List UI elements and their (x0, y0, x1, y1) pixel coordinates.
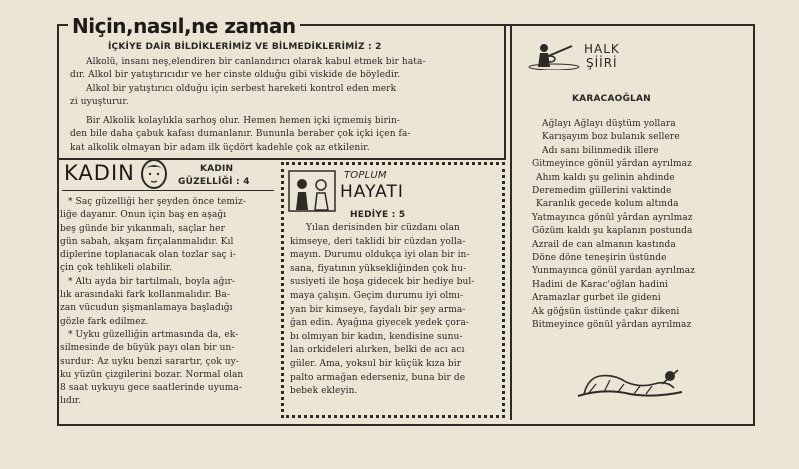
kadin-article-text (60, 196, 272, 409)
toplum-heading: HEDİYE : 5 (350, 210, 406, 220)
text-line: 8 saat uykuyu gece saatlerinde uyuma- (60, 383, 243, 394)
text-line: zi uyuşturur. (70, 96, 129, 107)
text-line: güler. Ama, yoksul bir küçük kıza bir (290, 358, 462, 369)
text-line: liğe dayanır. Onun için baş en aşağı (60, 210, 227, 221)
text-line: ku yüzün çizgilerini bozar. Normal olan (60, 369, 244, 380)
siiri-word: ŞİİRİ (586, 56, 618, 70)
reclining-figure-illustration (574, 364, 686, 400)
text-line: Alkol bir yatıştırıcı olduğu için serbest hareketi kontrol eden merk (86, 83, 397, 94)
woman-portrait-icon (138, 158, 170, 190)
poem-line: Yunmayınca gönül yardan ayrılmaz (532, 266, 696, 277)
text-line: * Saç güzelliği her şeyden önce temiz- (68, 197, 246, 207)
poem-line: Ak göğsün üstünde çakır dikeni (532, 306, 680, 317)
section-title: Niçin,nasıl,ne zaman (68, 14, 300, 38)
poem-line: Ağlayı Ağlayı düştüm yollara (542, 119, 676, 129)
poem-line: Azrail de can almanın kastında (532, 239, 676, 250)
text-line: silmesinde de büyük payı olan bir un- (60, 343, 235, 354)
poem-text (532, 118, 747, 333)
text-line: kat alkolik olmayan bir adam ilk üçdört kadehle çok az etkilenir. (70, 142, 370, 153)
poem-line: Karışayım boz bulanık sellere (542, 132, 680, 143)
text-line: palto armağan ederseniz, buna bir de (290, 372, 466, 383)
text-line: yan bir kimseye, faydalı bir şey arma- (290, 304, 466, 315)
poem-line: Bitmeyince gönül yârdan ayrılmaz (532, 320, 692, 331)
kadin-heading-1: KADIN (200, 164, 234, 174)
column-divider (510, 26, 512, 420)
text-line: sana, fiyatının yüksekliğinden çok hu- (290, 263, 467, 274)
poem-title: KARACAOĞLAN (572, 94, 651, 104)
poem-line: Yatmayınca gönül yârdan ayrılmaz (532, 212, 693, 223)
text-line: Bir Alkolik kolaylıkla sarhoş olur. Hemen hemen içki içmemiş birin- (86, 116, 401, 127)
text-line: * Altı ayda bir tartılmalı, boyla ağır- (68, 276, 235, 287)
text-line: * Uyku güzelliğin artmasında da, ek- (68, 329, 239, 340)
text-line: lan orkideleri alırken, belki de acı acı (290, 345, 465, 356)
text-line: lıdır. (60, 396, 82, 407)
text-line: ğan edin. Ayağına giyecek yedek çora- (290, 318, 469, 329)
toplum-article-text (290, 222, 492, 399)
toplum-word: TOPLUM (344, 170, 387, 181)
poem-line: Gözüm kaldı şu kaplanın postunda (532, 226, 693, 237)
poem-line: Adı sanı bilinmedik illere (542, 145, 659, 156)
poem-line: Ahım kaldı şu gelinin ahdinde (536, 172, 675, 183)
text-line: susiyeti ile hoşa gidecek bir hediye bul- (290, 277, 475, 288)
text-line: gün sabah, akşam fırçalanmalıdır. Kıl (60, 236, 234, 247)
minstrel-icon (528, 40, 580, 70)
text-line: diplerine toplanacak olan tozlar saç i- (60, 250, 236, 261)
kadin-heading-2: GÜZELLİĞİ : 4 (178, 177, 250, 187)
text-line: surdur: Az uyku benzi sarartır, çok uy- (60, 356, 240, 367)
text-line: bebek ekleyin. (290, 386, 358, 397)
kadin-underline (62, 190, 274, 191)
kadin-logo-word: KADIN (64, 161, 135, 185)
poem-line: Aramazlar gurbet ile gideni (532, 293, 661, 304)
poem-line: Deremedim güllerini vaktinde (532, 186, 672, 197)
poem-line: Gitmeyince gönül yârdan ayrılmaz (532, 159, 692, 170)
alcohol-article-text (70, 56, 495, 155)
halk-word: HALK (584, 42, 620, 56)
poem-line: Karanlık gecede kolum altında (536, 199, 679, 210)
text-line: Alkolü, insanı neş,elendiren bir canlandırıcı olarak kabul etmek bir hata- (86, 57, 426, 67)
poem-line: Hadini de Karac'oğlan hadini (532, 279, 668, 290)
text-line: beş günde bir yıkanmalı, saçlar her (60, 223, 225, 234)
society-scene-icon (288, 170, 336, 212)
text-line: zan vücudun şişmanlamaya başladığı (60, 303, 233, 314)
text-line: bı olmıyan bir kadın, kendisine sunu- (290, 331, 463, 342)
text-line: den bile daha çabuk kafası dumanlanır. Bununla beraber çok içki içen fa- (70, 129, 411, 140)
text-line: Yılan derisinden bir cüzdanı olan (306, 223, 460, 233)
poem-line: Döne döne teneşirin üstünde (532, 253, 667, 264)
text-line: gözle fark edilmez. (60, 316, 149, 327)
alcohol-heading: İÇKİYE DAİR BİLDİKLERİMİZ VE BİLMEDİKLERİMİZ : 2 (108, 42, 382, 52)
text-line: mayın. Durumu oldukça iyi olan bir in- (290, 250, 470, 261)
text-line: kimseye, deri taklidi bir cüzdan yolla- (290, 236, 466, 247)
hayati-word: HAYATI (340, 182, 404, 202)
text-line: çin çok tehlikeli olabilir. (60, 263, 173, 274)
text-line: maya çalışın. Geçim durumu iyi olmı- (290, 290, 464, 301)
text-line: dır. Alkol bir yatıştırıcıdır ve her cinste olduğu gibi viskide de böyledir. (70, 70, 401, 81)
text-line: lık arasındaki fark kollanmalıdır. Ba- (60, 290, 230, 301)
